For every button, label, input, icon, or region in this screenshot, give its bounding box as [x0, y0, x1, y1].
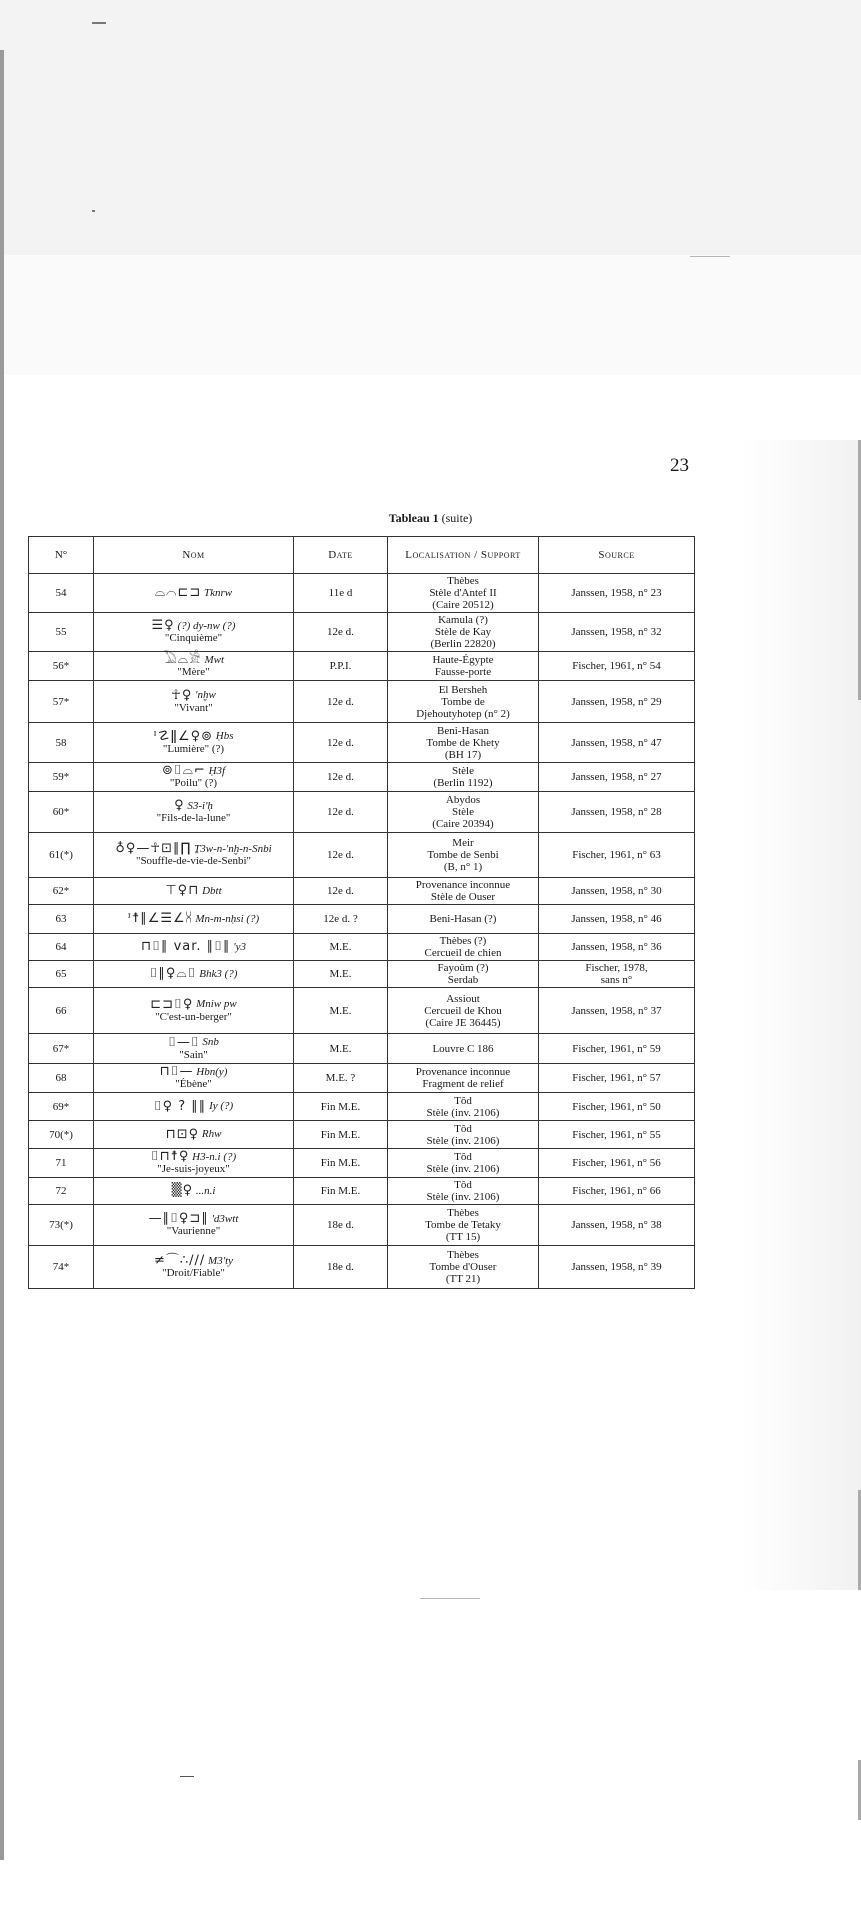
header-name: Nom — [94, 537, 294, 574]
source-line: Fischer, 1961, n° 55 — [572, 1128, 661, 1141]
cell-number: 68 — [29, 1064, 94, 1093]
table-row — [29, 934, 695, 961]
cell-date: 12e d. — [294, 833, 388, 878]
hieroglyph-icon: 𓅐⌓𓀀 — [163, 652, 202, 668]
cell-location — [388, 1149, 539, 1178]
cell-location — [388, 1064, 539, 1093]
cell-source — [539, 1064, 695, 1093]
hieroglyph-icon: ▒♀ — [171, 1183, 194, 1199]
cell-number: 61(*) — [29, 833, 94, 878]
cell-location — [388, 1205, 539, 1246]
table-row — [29, 1034, 695, 1064]
scan-speck — [92, 210, 95, 212]
location-line: Fausse-porte — [434, 666, 492, 678]
cell-name — [94, 934, 294, 961]
name-gloss: "Lumière" (?) — [162, 742, 225, 755]
cell-name — [94, 652, 294, 681]
source-line: Fischer, 1961, n° 59 — [572, 1042, 661, 1055]
cell-date: 12e d. ? — [294, 905, 388, 934]
scan-scratch — [420, 1598, 480, 1599]
location-line: Louvre C 186 — [432, 1042, 494, 1055]
hieroglyph-icon: ᶦ☨∥∠☰∠⩆ — [127, 911, 193, 927]
location-line: Tombe de Khety — [426, 736, 500, 749]
cell-date: M.E. — [294, 1034, 388, 1064]
cell-name — [94, 613, 294, 652]
cell-number: 57* — [29, 681, 94, 723]
cell-source — [539, 934, 695, 961]
cell-source — [539, 723, 695, 763]
scan-edge-left — [0, 50, 4, 1860]
table-row — [29, 1121, 695, 1149]
cell-location — [388, 988, 539, 1034]
cell-name — [94, 1121, 294, 1149]
location-line: Fayoûm (?) — [437, 962, 489, 974]
cell-number: 54 — [29, 574, 94, 613]
cell-number: 67* — [29, 1034, 94, 1064]
cell-location — [388, 763, 539, 792]
cell-source — [539, 1205, 695, 1246]
cell-date: Fin M.E. — [294, 1149, 388, 1178]
location-line: Stèle de Ouser — [430, 891, 496, 903]
cell-name — [94, 905, 294, 934]
source-line: Janssen, 1958, n° 37 — [571, 1004, 662, 1017]
location-line: Provenance inconnue — [415, 879, 511, 891]
name-gloss: "Ébène" — [175, 1078, 212, 1091]
hieroglyph-icon: ⌓⌒⊏⊐ — [154, 585, 202, 601]
transliteration: S3-i'ḥ — [187, 799, 213, 812]
page-number: 23 — [670, 455, 689, 476]
cell-date: 12e d. — [294, 878, 388, 905]
table-row — [29, 988, 695, 1034]
table-row — [29, 905, 695, 934]
location-line: Fragment de relief — [422, 1078, 504, 1090]
hieroglyph-icon: ⌷—⌷ — [168, 1034, 200, 1050]
location-line: Tôd — [454, 1179, 472, 1191]
table-row — [29, 792, 695, 833]
source-line: Janssen, 1958, n° 38 — [571, 1219, 662, 1231]
source-line: Janssen, 1958, n° 46 — [571, 913, 662, 925]
cell-name — [94, 723, 294, 763]
location-line: (Caire 20512) — [432, 599, 494, 611]
transliteration: Mwt — [204, 653, 224, 666]
location-line: Stèle (inv. 2106) — [426, 1191, 500, 1203]
location-line: Haute-Égypte — [432, 654, 494, 666]
source-line: Fischer, 1961, n° 56 — [572, 1157, 661, 1169]
name-gloss: "Droit/Fiable" — [162, 1267, 225, 1280]
table-row — [29, 1178, 695, 1205]
cell-date: M.E. — [294, 961, 388, 988]
transliteration: Mniw pw — [196, 998, 237, 1011]
scan-shadow-band — [0, 255, 861, 375]
cell-source — [539, 1178, 695, 1205]
transliteration: 'd3wtt — [211, 1212, 239, 1225]
cell-number: 71 — [29, 1149, 94, 1178]
source-line: Janssen, 1958, n° 28 — [571, 806, 662, 818]
source-line: Fischer, 1961, n° 63 — [572, 849, 661, 861]
name-gloss: "C'est-un-berger" — [155, 1010, 232, 1023]
cell-location — [388, 905, 539, 934]
cell-location — [388, 723, 539, 763]
cell-name — [94, 1246, 294, 1289]
transliteration: 'nḫw — [195, 689, 216, 702]
location-line: Stèle (inv. 2106) — [426, 1134, 500, 1147]
cell-name — [94, 574, 294, 613]
header-number: N° — [29, 537, 94, 574]
location-line: Tôd — [454, 1122, 472, 1135]
location-line: Kamula (?) — [438, 614, 488, 626]
cell-name — [94, 1178, 294, 1205]
cell-location — [388, 681, 539, 723]
location-line: Tombe de — [441, 695, 485, 708]
location-line: (Berlin 1192) — [433, 777, 493, 789]
names-table — [28, 536, 695, 1289]
cell-name — [94, 878, 294, 905]
transliteration: Iy (?) — [209, 1100, 234, 1113]
table-row — [29, 763, 695, 792]
cell-location — [388, 1178, 539, 1205]
hieroglyph-icon: ⊤♀⊓ — [165, 883, 200, 899]
cell-number: 55 — [29, 613, 94, 652]
header-source: Source — [539, 537, 695, 574]
hieroglyph-icon: ⊚⌷⌓⌐ — [161, 763, 206, 779]
location-line: Tombe de Senbi — [427, 849, 499, 861]
location-line: Stèle d'Antef II — [429, 587, 497, 599]
location-line: Thèbes (?) — [439, 935, 487, 947]
cell-date: 12e d. — [294, 723, 388, 763]
cell-source — [539, 1149, 695, 1178]
cell-date: 12e d. — [294, 763, 388, 792]
cell-number: 74* — [29, 1246, 94, 1289]
location-line: (Berlin 22820) — [430, 638, 496, 650]
table-row — [29, 681, 695, 723]
location-line: El Bersheh — [438, 683, 488, 696]
hieroglyph-icon: ⊓⌷∥ var. ∥⌷∥ — [141, 939, 231, 955]
cell-number: 66 — [29, 988, 94, 1034]
table-row — [29, 1093, 695, 1121]
scan-shadow-right — [741, 440, 861, 1590]
location-line: Tôd — [454, 1151, 472, 1163]
name-gloss: "Vaurienne" — [166, 1225, 221, 1238]
source-line: Fischer, 1961, n° 57 — [572, 1072, 661, 1084]
location-line: Stèle (inv. 2106) — [426, 1106, 500, 1119]
cell-source — [539, 1246, 695, 1289]
location-line: (Caire JE 36445) — [425, 1016, 501, 1029]
cell-name — [94, 833, 294, 878]
name-gloss: "Souffle-de-vie-de-Senbi" — [135, 855, 252, 868]
location-line: Tombe de Tetaky — [425, 1219, 501, 1231]
scan-scratch — [690, 256, 730, 257]
transliteration: Mn-m-nḥsi (?) — [195, 912, 260, 925]
cell-number: 59* — [29, 763, 94, 792]
cell-number: 72 — [29, 1178, 94, 1205]
source-line: sans n° — [600, 974, 633, 986]
source-line: Janssen, 1958, n° 36 — [571, 941, 662, 953]
location-line: Serdab — [447, 974, 479, 986]
name-gloss: "Poilu" (?) — [169, 777, 218, 790]
name-gloss: "Mère" — [177, 666, 210, 679]
cell-date: 18e d. — [294, 1205, 388, 1246]
hieroglyph-icon: ᶦ☡ǁ∠♀⊚ — [153, 728, 214, 744]
cell-number: 60* — [29, 792, 94, 833]
location-line: Stèle (inv. 2106) — [426, 1163, 500, 1175]
cell-source — [539, 792, 695, 833]
cell-location — [388, 1034, 539, 1064]
table-row — [29, 723, 695, 763]
location-line: Abydos — [445, 794, 481, 806]
table-row — [29, 1149, 695, 1178]
cell-source — [539, 681, 695, 723]
location-line: Thèbes — [447, 1249, 479, 1261]
cell-date: P.P.I. — [294, 652, 388, 681]
source-line: Fischer, 1961, n° 66 — [572, 1185, 661, 1197]
header-date: Date — [294, 537, 388, 574]
cell-number: 73(*) — [29, 1205, 94, 1246]
cell-location — [388, 878, 539, 905]
cell-date: 12e d. — [294, 613, 388, 652]
transliteration: Snb — [202, 1036, 219, 1049]
cell-location — [388, 1121, 539, 1149]
transliteration: 'y3 — [233, 940, 246, 953]
source-line: Janssen, 1958, n° 32 — [571, 626, 662, 638]
cell-name — [94, 792, 294, 833]
cell-date: M.E. — [294, 934, 388, 961]
cell-source — [539, 652, 695, 681]
source-line: Janssen, 1958, n° 27 — [571, 771, 662, 783]
name-gloss: "Vivant" — [174, 701, 213, 714]
cell-number: 63 — [29, 905, 94, 934]
location-line: Stèle — [452, 765, 474, 777]
cell-number: 70(*) — [29, 1121, 94, 1149]
cell-location — [388, 1246, 539, 1289]
scan-shadow-band — [0, 0, 861, 255]
cell-date: 12e d. — [294, 681, 388, 723]
transliteration: ...n.i — [195, 1184, 216, 1197]
cell-name — [94, 681, 294, 723]
cell-name — [94, 1149, 294, 1178]
table-row — [29, 833, 695, 878]
cell-name — [94, 988, 294, 1034]
cell-source — [539, 878, 695, 905]
cell-location — [388, 833, 539, 878]
cell-date: M.E. ? — [294, 1064, 388, 1093]
cell-source — [539, 613, 695, 652]
cell-source — [539, 763, 695, 792]
cell-name — [94, 1064, 294, 1093]
transliteration: Hbn(y) — [196, 1065, 228, 1078]
location-line: Stèle de Kay — [434, 626, 492, 638]
location-line: Cercueil de Khou — [424, 1004, 502, 1017]
source-line: Janssen, 1958, n° 39 — [571, 1261, 662, 1273]
transliteration: Rhw — [201, 1128, 222, 1141]
transliteration: Ḥ3f — [208, 764, 226, 777]
cell-date: Fin M.E. — [294, 1121, 388, 1149]
transliteration: Ṯ3w-n-'nḫ-n-Snbi — [194, 842, 272, 855]
location-line: Tôd — [454, 1094, 472, 1107]
location-line: Assiout — [446, 992, 480, 1005]
location-line: Djehoutyhotep (n° 2) — [416, 707, 510, 720]
cell-source — [539, 574, 695, 613]
cell-name — [94, 961, 294, 988]
hieroglyph-icon: ⊓⊡♀ — [165, 1126, 200, 1142]
location-line: (B, n° 1) — [443, 861, 483, 873]
hieroglyph-icon: ☥♀ — [171, 687, 193, 703]
source-line: Fischer, 1961, n° 54 — [572, 660, 661, 672]
name-gloss: "Fils-de-la-lune" — [156, 812, 231, 825]
transliteration: Bhk3 (?) — [199, 967, 238, 980]
cell-number: 58 — [29, 723, 94, 763]
scan-scratch — [180, 1776, 194, 1777]
location-line: Thèbes — [447, 575, 479, 587]
table-row — [29, 652, 695, 681]
source-line: Fischer, 1978, — [585, 962, 648, 974]
cell-source — [539, 1093, 695, 1121]
hieroglyph-icon: ♁♀—☥⊡∥∏ — [115, 841, 192, 857]
hieroglyph-icon: ≠⌒∴∕∕∕ — [153, 1253, 206, 1269]
name-gloss: "Sain" — [179, 1048, 208, 1061]
transliteration: (?) dy-nw (?) — [177, 619, 236, 632]
table-header-row — [29, 537, 695, 574]
location-line: Cercueil de chien — [424, 947, 502, 959]
location-line: (TT 21) — [445, 1273, 481, 1285]
cell-source — [539, 833, 695, 878]
name-gloss: "Je-suis-joyeux" — [157, 1163, 230, 1176]
cell-date: M.E. — [294, 988, 388, 1034]
cell-date: Fin M.E. — [294, 1178, 388, 1205]
location-line: (BH 17) — [444, 748, 482, 761]
cell-location — [388, 574, 539, 613]
cell-source — [539, 905, 695, 934]
cell-number: 62* — [29, 878, 94, 905]
location-line: Stèle — [452, 806, 474, 818]
cell-number: 64 — [29, 934, 94, 961]
hieroglyph-icon: ⊓⌷— — [159, 1064, 194, 1080]
scan-speck — [92, 22, 106, 24]
cell-date: 11e d — [294, 574, 388, 613]
cell-location — [388, 1093, 539, 1121]
transliteration: Tknrw — [203, 586, 233, 599]
cell-name — [94, 1205, 294, 1246]
table-caption — [0, 511, 861, 526]
source-line: Janssen, 1958, n° 30 — [571, 885, 662, 897]
location-line: Provenance inconnue — [415, 1066, 511, 1078]
cell-number: 69* — [29, 1093, 94, 1121]
hieroglyph-icon: ⌷⊓☨♀ — [150, 1149, 190, 1165]
table-row — [29, 1064, 695, 1093]
cell-source — [539, 961, 695, 988]
cell-number: 56* — [29, 652, 94, 681]
hieroglyph-icon: ☰♀ — [151, 618, 175, 634]
hieroglyph-icon: ⊏⊐⌷♀ — [150, 996, 194, 1012]
table-row — [29, 878, 695, 905]
cell-date: 18e d. — [294, 1246, 388, 1289]
cell-name — [94, 1034, 294, 1064]
hieroglyph-icon: —∥⌷♀⊐∥ — [148, 1211, 209, 1227]
cell-name — [94, 1093, 294, 1121]
hieroglyph-icon: ⌷∥♀⌓⌷ — [149, 966, 197, 982]
cell-source — [539, 1034, 695, 1064]
location-line: (TT 15) — [445, 1231, 481, 1243]
hieroglyph-icon: ⌷♀ ? ∥∥ — [153, 1098, 207, 1114]
table-row — [29, 574, 695, 613]
location-line: Tombe d'Ouser — [429, 1261, 497, 1273]
location-line: Beni-Hasan (?) — [429, 913, 497, 925]
table-row — [29, 613, 695, 652]
location-line: Meir — [452, 837, 474, 849]
header-location: Localisation / Support — [388, 537, 539, 574]
table-row — [29, 961, 695, 988]
cell-number: 65 — [29, 961, 94, 988]
cell-source — [539, 1121, 695, 1149]
cell-name — [94, 763, 294, 792]
table-body — [29, 574, 695, 1289]
table-row — [29, 1205, 695, 1246]
transliteration: Ḥbs — [215, 730, 234, 743]
source-line: Janssen, 1958, n° 23 — [571, 587, 662, 599]
cell-location — [388, 792, 539, 833]
location-line: Thèbes — [447, 1207, 479, 1219]
table-caption-title: Tableau 1 — [388, 511, 439, 525]
cell-location — [388, 613, 539, 652]
cell-location — [388, 934, 539, 961]
transliteration: M3'ty — [208, 1254, 234, 1267]
cell-source — [539, 988, 695, 1034]
transliteration: H3-n.i (?) — [192, 1150, 237, 1163]
source-line: Janssen, 1958, n° 29 — [571, 695, 662, 708]
location-line: Beni-Hasan — [437, 724, 489, 737]
name-gloss: "Cinquième" — [164, 632, 223, 645]
table-row — [29, 1246, 695, 1289]
hieroglyph-icon: ♀ — [174, 798, 185, 814]
source-line: Fischer, 1961, n° 50 — [572, 1100, 661, 1113]
cell-location — [388, 652, 539, 681]
location-line: (Caire 20394) — [432, 818, 494, 830]
table-caption-suffix: (suite) — [438, 511, 473, 525]
cell-date: Fin M.E. — [294, 1093, 388, 1121]
transliteration: Dbtt — [202, 884, 222, 897]
source-line: Janssen, 1958, n° 47 — [571, 736, 662, 749]
cell-date: 12e d. — [294, 792, 388, 833]
cell-location — [388, 961, 539, 988]
